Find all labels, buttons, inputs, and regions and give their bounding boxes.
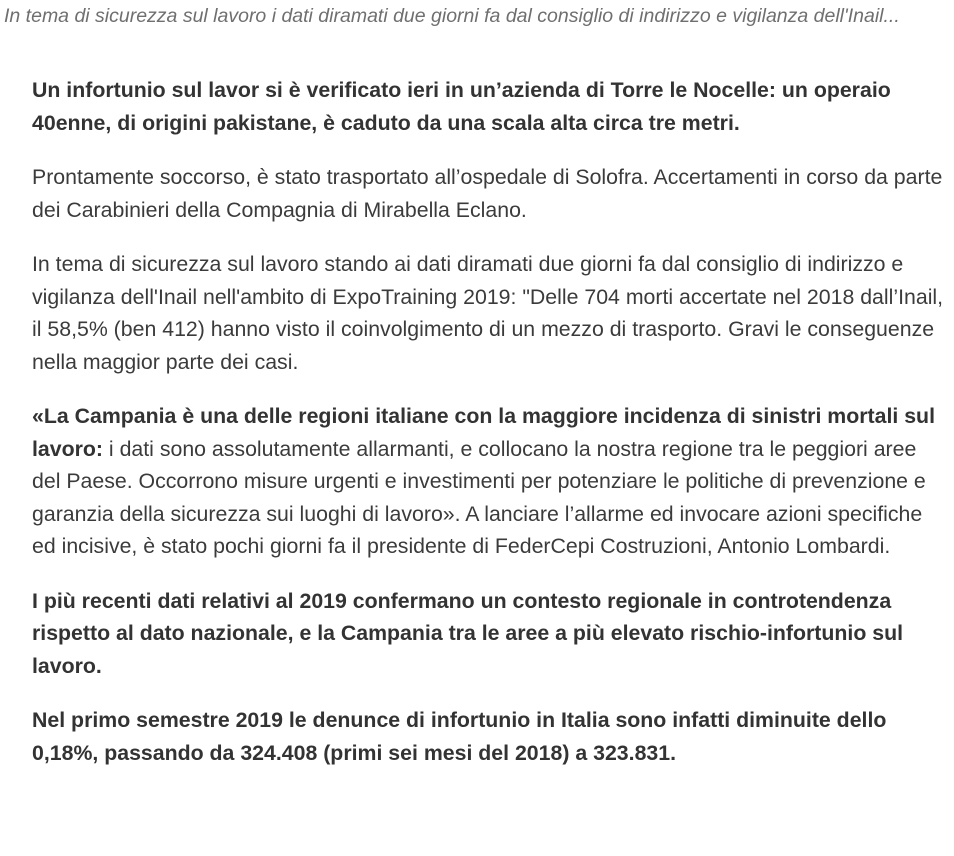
quote-highlight: «La Campania è una delle regioni italiane con la maggiore incidenza di sinistri mortali sul lavoro: [32,404,935,461]
paragraph-national-data: Nel primo semestre 2019 le denunce di infortunio in Italia sono infatti diminuite dello 0,18%, passando da 324.408 (primi sei mesi del 2018) a 323.831. [32,708,887,765]
paragraph-rescue: Prontamente soccorso, è stato trasportato all’ospedale di Solofra. Accertamenti in corso da parte dei Carabinieri della Compagnia di Mirabella Eclano. [32,165,943,222]
paragraph-campania-quote [32,400,944,563]
quote-continuation: i dati sono assolutamente allarmanti, e collocano la nostra regione tra le peggiori aree del Paese. Occorrono misure urgenti e investimenti per potenziare le politiche di prevenzione e garanzia della sicurezza sui luoghi di lavoro». A lanciare l’allarme ed invocare azioni specifiche ed incisive, è stato pochi giorni fa il presidente di FederCepi Costruzioni, Antonio Lombardi. [32,436,926,558]
article-summary: In tema di sicurezza sul lavoro i dati diramati due giorni fa dal consiglio di indirizzo e vigilanza dell'Inail... [4,5,900,27]
paragraph-inail-data: In tema di sicurezza sul lavoro stando ai dati diramati due giorni fa dal consiglio di indirizzo e vigilanza dell'Inail nell'ambito di ExpoTraining 2019: "Delle 704 morti accertate nel 2018 dall’Inail, il 58,5% (ben 412) hanno visto il coinvolgimento di un mezzo di trasporto. Gravi le conseguenze nella maggior parte dei casi. [32,252,944,374]
paragraph-regional-data: I più recenti dati relativi al 2019 confermano un contesto regionale in controtendenza rispetto al dato nazionale, e la Campania tra le aree a più elevato rischio-infortunio sul lavoro. [32,588,904,678]
article-body [32,74,944,791]
lead-paragraph: Un infortunio sul lavor si è verificato ieri in un’azienda di Torre le Nocelle: un operaio 40enne, di origini pakistane, è caduto da una scala alta circa tre metri. [32,78,891,135]
